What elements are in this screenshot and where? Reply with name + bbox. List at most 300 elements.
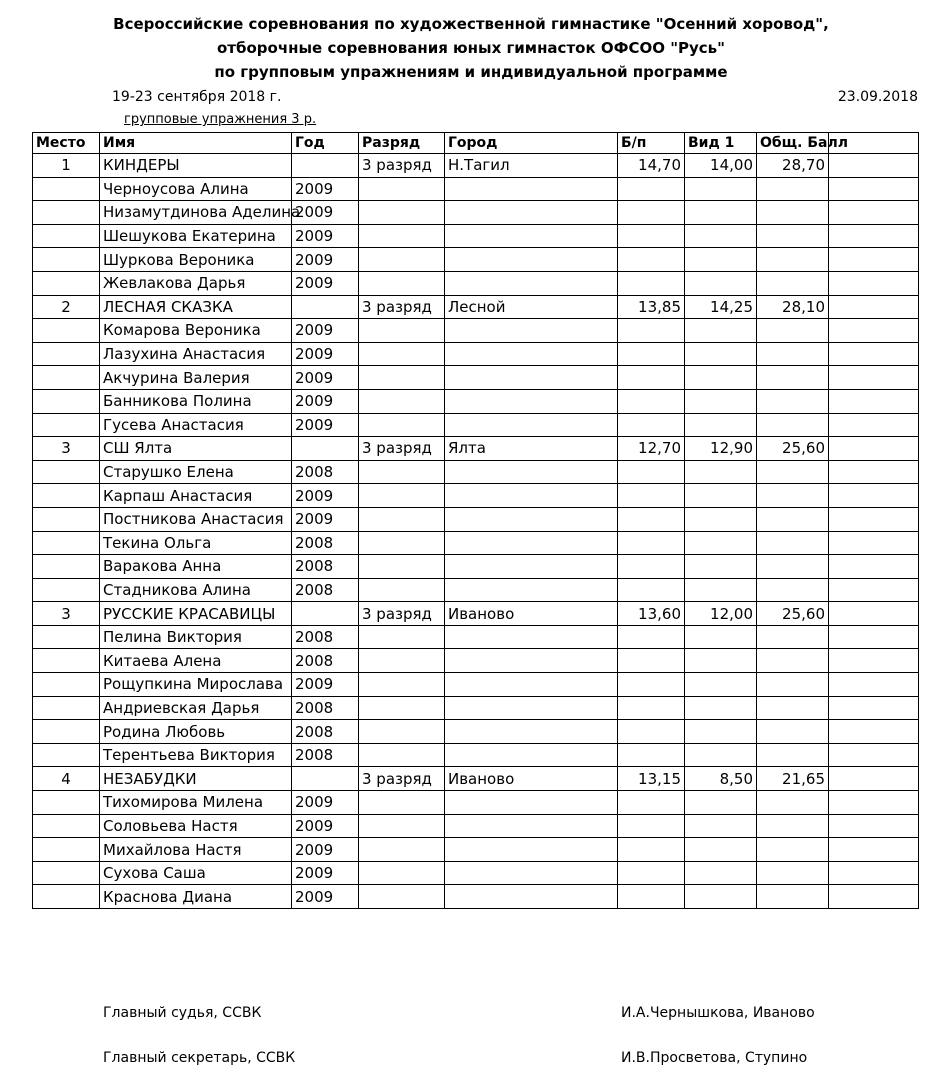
cell-bp	[618, 413, 685, 437]
cell-total	[757, 578, 829, 602]
cell-place	[33, 578, 100, 602]
cell-extra	[829, 295, 919, 319]
cell-bp	[618, 555, 685, 579]
cell-extra	[829, 531, 919, 555]
cell-bp	[618, 342, 685, 366]
cell-total	[757, 248, 829, 272]
cell-rank	[359, 743, 445, 767]
cell-total	[757, 673, 829, 697]
cell-year: 2009	[292, 248, 359, 272]
cell-place: 1	[33, 154, 100, 178]
cell-extra	[829, 507, 919, 531]
cell-year: 2009	[292, 413, 359, 437]
cell-year: 2008	[292, 531, 359, 555]
cell-extra	[829, 224, 919, 248]
cell-extra	[829, 389, 919, 413]
cell-year	[292, 602, 359, 626]
table-row	[33, 791, 919, 815]
cell-bp: 13,85	[618, 295, 685, 319]
cell-bp	[618, 673, 685, 697]
cell-name: Китаева Алена	[100, 649, 292, 673]
cell-total	[757, 838, 829, 862]
cell-rank	[359, 224, 445, 248]
cell-extra	[829, 791, 919, 815]
cell-event1	[685, 673, 757, 697]
cell-city	[445, 885, 618, 909]
cell-total	[757, 861, 829, 885]
cell-extra	[829, 413, 919, 437]
cell-event1	[685, 791, 757, 815]
cell-city	[445, 861, 618, 885]
table-row	[33, 602, 919, 626]
cell-rank	[359, 625, 445, 649]
cell-place	[33, 649, 100, 673]
cell-rank	[359, 555, 445, 579]
cell-place	[33, 319, 100, 343]
title-line-3: по групповым упражнениям и индивидуальной программе	[214, 63, 728, 81]
cell-event1	[685, 389, 757, 413]
cell-rank	[359, 248, 445, 272]
cell-total	[757, 484, 829, 508]
cell-place: 3	[33, 602, 100, 626]
cell-year: 2009	[292, 791, 359, 815]
cell-rank	[359, 578, 445, 602]
cell-extra	[829, 649, 919, 673]
cell-place	[33, 413, 100, 437]
cell-event1	[685, 201, 757, 225]
cell-city	[445, 413, 618, 437]
table-row	[33, 248, 919, 272]
cell-total: 25,60	[757, 602, 829, 626]
table-row	[33, 319, 919, 343]
table-row	[33, 649, 919, 673]
cell-city: Иваново	[445, 767, 618, 791]
cell-name: Жевлакова Дарья	[100, 271, 292, 295]
cell-city	[445, 578, 618, 602]
cell-year: 2009	[292, 319, 359, 343]
table-row	[33, 437, 919, 461]
cell-extra	[829, 696, 919, 720]
cell-event1	[685, 743, 757, 767]
cell-place	[33, 885, 100, 909]
cell-city	[445, 484, 618, 508]
cell-year: 2009	[292, 838, 359, 862]
cell-event1	[685, 625, 757, 649]
cell-place	[33, 224, 100, 248]
results-body	[33, 154, 919, 909]
cell-event1	[685, 484, 757, 508]
cell-total	[757, 366, 829, 390]
cell-year: 2009	[292, 389, 359, 413]
cell-year: 2009	[292, 507, 359, 531]
table-row	[33, 201, 919, 225]
cell-extra	[829, 177, 919, 201]
table-row	[33, 460, 919, 484]
cell-city	[445, 720, 618, 744]
cell-event1	[685, 885, 757, 909]
cell-city	[445, 224, 618, 248]
cell-event1	[685, 531, 757, 555]
cell-city	[445, 389, 618, 413]
judge-name: И.А.Чернышкова, Иваново	[621, 1005, 815, 1021]
cell-year: 2008	[292, 720, 359, 744]
cell-city	[445, 460, 618, 484]
cell-city	[445, 319, 618, 343]
cell-total	[757, 271, 829, 295]
table-row	[33, 177, 919, 201]
cell-extra	[829, 861, 919, 885]
cell-extra	[829, 271, 919, 295]
cell-year: 2009	[292, 814, 359, 838]
cell-place	[33, 342, 100, 366]
table-row	[33, 507, 919, 531]
cell-name: Комарова Вероника	[100, 319, 292, 343]
cell-event1	[685, 271, 757, 295]
cell-event1	[685, 460, 757, 484]
cell-rank	[359, 460, 445, 484]
cell-event1: 8,50	[685, 767, 757, 791]
cell-total	[757, 319, 829, 343]
cell-city: Лесной	[445, 295, 618, 319]
cell-event1	[685, 248, 757, 272]
table-row	[33, 767, 919, 791]
cell-rank	[359, 696, 445, 720]
cell-name: Низамутдинова Аделина	[100, 201, 292, 225]
cell-extra	[829, 555, 919, 579]
cell-bp	[618, 885, 685, 909]
cell-total	[757, 720, 829, 744]
cell-total	[757, 625, 829, 649]
cell-event1	[685, 720, 757, 744]
cell-extra	[829, 460, 919, 484]
cell-place	[33, 625, 100, 649]
cell-total	[757, 460, 829, 484]
cell-bp	[618, 720, 685, 744]
cell-place	[33, 696, 100, 720]
table-row	[33, 838, 919, 862]
cell-city: Н.Тагил	[445, 154, 618, 178]
cell-bp	[618, 838, 685, 862]
cell-total	[757, 389, 829, 413]
cell-event1	[685, 224, 757, 248]
cell-rank	[359, 389, 445, 413]
cell-city	[445, 366, 618, 390]
cell-year: 2009	[292, 484, 359, 508]
cell-event1	[685, 342, 757, 366]
cell-rank: 3 разряд	[359, 602, 445, 626]
title-line-1: Всероссийские соревнования по художественной гимнастике "Осенний хоровод",	[113, 15, 829, 33]
cell-bp	[618, 649, 685, 673]
cell-name: Старушко Елена	[100, 460, 292, 484]
cell-name: Гусева Анастасия	[100, 413, 292, 437]
cell-total	[757, 342, 829, 366]
cell-total	[757, 743, 829, 767]
table-row	[33, 271, 919, 295]
cell-city	[445, 673, 618, 697]
table-row	[33, 531, 919, 555]
cell-year: 2009	[292, 673, 359, 697]
cell-year: 2008	[292, 555, 359, 579]
cell-bp	[618, 814, 685, 838]
cell-place	[33, 177, 100, 201]
table-row	[33, 696, 919, 720]
cell-year	[292, 154, 359, 178]
cell-bp	[618, 531, 685, 555]
cell-extra	[829, 484, 919, 508]
cell-extra	[829, 814, 919, 838]
cell-rank	[359, 838, 445, 862]
cell-year: 2009	[292, 861, 359, 885]
cell-place	[33, 460, 100, 484]
cell-place	[33, 389, 100, 413]
cell-city	[445, 838, 618, 862]
cell-extra	[829, 625, 919, 649]
cell-total	[757, 413, 829, 437]
cell-event1	[685, 366, 757, 390]
secretary-name: И.В.Просветова, Ступино	[621, 1050, 808, 1066]
cell-name: Варакова Анна	[100, 555, 292, 579]
cell-name: Текина Ольга	[100, 531, 292, 555]
cell-extra	[829, 838, 919, 862]
table-row	[33, 720, 919, 744]
cell-year: 2009	[292, 177, 359, 201]
table-row	[33, 154, 919, 178]
cell-total	[757, 177, 829, 201]
cell-name: Стадникова Алина	[100, 578, 292, 602]
cell-rank	[359, 861, 445, 885]
cell-year: 2008	[292, 460, 359, 484]
cell-year: 2009	[292, 342, 359, 366]
cell-extra	[829, 578, 919, 602]
cell-place	[33, 366, 100, 390]
table-row	[33, 224, 919, 248]
table-row	[33, 885, 919, 909]
cell-event1: 12,00	[685, 602, 757, 626]
cell-total	[757, 507, 829, 531]
table-row	[33, 673, 919, 697]
cell-total	[757, 555, 829, 579]
cell-name: СШ Ялта	[100, 437, 292, 461]
cell-event1: 14,25	[685, 295, 757, 319]
cell-city	[445, 342, 618, 366]
category-subtitle: групповые упражнения 3 р.	[124, 112, 317, 127]
cell-city: Ялта	[445, 437, 618, 461]
table-header-row	[33, 133, 919, 154]
cell-event1	[685, 507, 757, 531]
cell-bp	[618, 389, 685, 413]
cell-rank	[359, 814, 445, 838]
cell-year: 2009	[292, 201, 359, 225]
cell-event1	[685, 177, 757, 201]
cell-total	[757, 201, 829, 225]
cell-city	[445, 271, 618, 295]
col-header-bp: Б/п	[618, 133, 685, 154]
table-row	[33, 625, 919, 649]
cell-bp	[618, 861, 685, 885]
cell-event1: 12,90	[685, 437, 757, 461]
cell-place	[33, 838, 100, 862]
cell-place	[33, 201, 100, 225]
cell-extra	[829, 248, 919, 272]
cell-extra	[829, 720, 919, 744]
cell-rank	[359, 319, 445, 343]
cell-name: Михайлова Настя	[100, 838, 292, 862]
cell-city	[445, 248, 618, 272]
cell-year	[292, 437, 359, 461]
cell-city	[445, 696, 618, 720]
cell-event1	[685, 555, 757, 579]
cell-year: 2009	[292, 366, 359, 390]
cell-total	[757, 649, 829, 673]
cell-bp	[618, 224, 685, 248]
table-row	[33, 413, 919, 437]
cell-name: Сухова Саша	[100, 861, 292, 885]
cell-place	[33, 531, 100, 555]
cell-bp	[618, 366, 685, 390]
cell-bp	[618, 177, 685, 201]
cell-name: Акчурина Валерия	[100, 366, 292, 390]
cell-extra	[829, 319, 919, 343]
cell-total	[757, 696, 829, 720]
cell-bp	[618, 319, 685, 343]
table-row	[33, 743, 919, 767]
cell-year: 2009	[292, 885, 359, 909]
cell-city	[445, 814, 618, 838]
cell-bp	[618, 743, 685, 767]
cell-bp	[618, 791, 685, 815]
cell-event1	[685, 696, 757, 720]
cell-rank	[359, 177, 445, 201]
cell-city: Иваново	[445, 602, 618, 626]
cell-name: Постникова Анастасия	[100, 507, 292, 531]
col-header-total: Общ. Балл	[757, 133, 829, 154]
cell-rank	[359, 366, 445, 390]
table-row	[33, 861, 919, 885]
cell-rank	[359, 720, 445, 744]
cell-year: 2008	[292, 649, 359, 673]
cell-bp	[618, 507, 685, 531]
cell-bp	[618, 271, 685, 295]
cell-extra	[829, 767, 919, 791]
cell-year	[292, 767, 359, 791]
cell-total	[757, 885, 829, 909]
table-row	[33, 366, 919, 390]
cell-bp: 13,60	[618, 602, 685, 626]
cell-city	[445, 743, 618, 767]
cell-rank	[359, 531, 445, 555]
cell-year: 2008	[292, 743, 359, 767]
results-table	[32, 132, 919, 909]
cell-bp: 12,70	[618, 437, 685, 461]
cell-bp	[618, 248, 685, 272]
cell-bp	[618, 484, 685, 508]
cell-total	[757, 791, 829, 815]
cell-year	[292, 295, 359, 319]
cell-year: 2008	[292, 625, 359, 649]
cell-rank: 3 разряд	[359, 295, 445, 319]
cell-total: 28,70	[757, 154, 829, 178]
cell-year: 2008	[292, 578, 359, 602]
cell-bp: 14,70	[618, 154, 685, 178]
cell-rank: 3 разряд	[359, 154, 445, 178]
cell-city	[445, 531, 618, 555]
cell-total: 25,60	[757, 437, 829, 461]
cell-place	[33, 673, 100, 697]
cell-city	[445, 625, 618, 649]
cell-name: Андриевская Дарья	[100, 696, 292, 720]
cell-name: Банникова Полина	[100, 389, 292, 413]
cell-name: ЛЕСНАЯ СКАЗКА	[100, 295, 292, 319]
cell-place	[33, 861, 100, 885]
print-date: 23.09.2018	[837, 89, 918, 105]
cell-rank	[359, 507, 445, 531]
cell-name: Шешукова Екатерина	[100, 224, 292, 248]
cell-rank	[359, 201, 445, 225]
cell-name: Черноусова Алина	[100, 177, 292, 201]
cell-place	[33, 791, 100, 815]
cell-extra	[829, 885, 919, 909]
cell-year: 2008	[292, 696, 359, 720]
cell-total: 21,65	[757, 767, 829, 791]
col-header-event1: Вид 1	[685, 133, 757, 154]
cell-bp	[618, 578, 685, 602]
cell-city	[445, 507, 618, 531]
cell-rank: 3 разряд	[359, 437, 445, 461]
cell-extra	[829, 342, 919, 366]
cell-event1	[685, 578, 757, 602]
col-header-place: Место	[33, 133, 100, 154]
table-row	[33, 814, 919, 838]
cell-place: 2	[33, 295, 100, 319]
cell-city	[445, 649, 618, 673]
cell-place	[33, 271, 100, 295]
cell-extra	[829, 201, 919, 225]
cell-event1	[685, 319, 757, 343]
cell-city	[445, 177, 618, 201]
cell-bp: 13,15	[618, 767, 685, 791]
cell-event1	[685, 838, 757, 862]
cell-bp	[618, 696, 685, 720]
cell-extra	[829, 602, 919, 626]
cell-place: 3	[33, 437, 100, 461]
title-line-2: отборочные соревнования юных гимнасток ОФСОО "Русь"	[217, 39, 725, 57]
table-row	[33, 342, 919, 366]
cell-extra	[829, 673, 919, 697]
cell-place: 4	[33, 767, 100, 791]
cell-name: Шуркова Вероника	[100, 248, 292, 272]
cell-year: 2009	[292, 271, 359, 295]
cell-rank	[359, 673, 445, 697]
judge-label: Главный судья, ССВК	[103, 1005, 262, 1021]
table-row	[33, 555, 919, 579]
secretary-label: Главный секретарь, ССВК	[103, 1050, 296, 1066]
cell-name: Родина Любовь	[100, 720, 292, 744]
table-row	[33, 389, 919, 413]
cell-extra	[829, 437, 919, 461]
col-header-city: Город	[445, 133, 618, 154]
cell-bp	[618, 625, 685, 649]
cell-extra	[829, 743, 919, 767]
cell-name: Тихомирова Милена	[100, 791, 292, 815]
cell-city	[445, 791, 618, 815]
col-header-year: Год	[292, 133, 359, 154]
cell-rank	[359, 484, 445, 508]
cell-name: Пелина Виктория	[100, 625, 292, 649]
cell-rank	[359, 342, 445, 366]
cell-rank	[359, 885, 445, 909]
cell-city	[445, 201, 618, 225]
cell-name: Лазухина Анастасия	[100, 342, 292, 366]
